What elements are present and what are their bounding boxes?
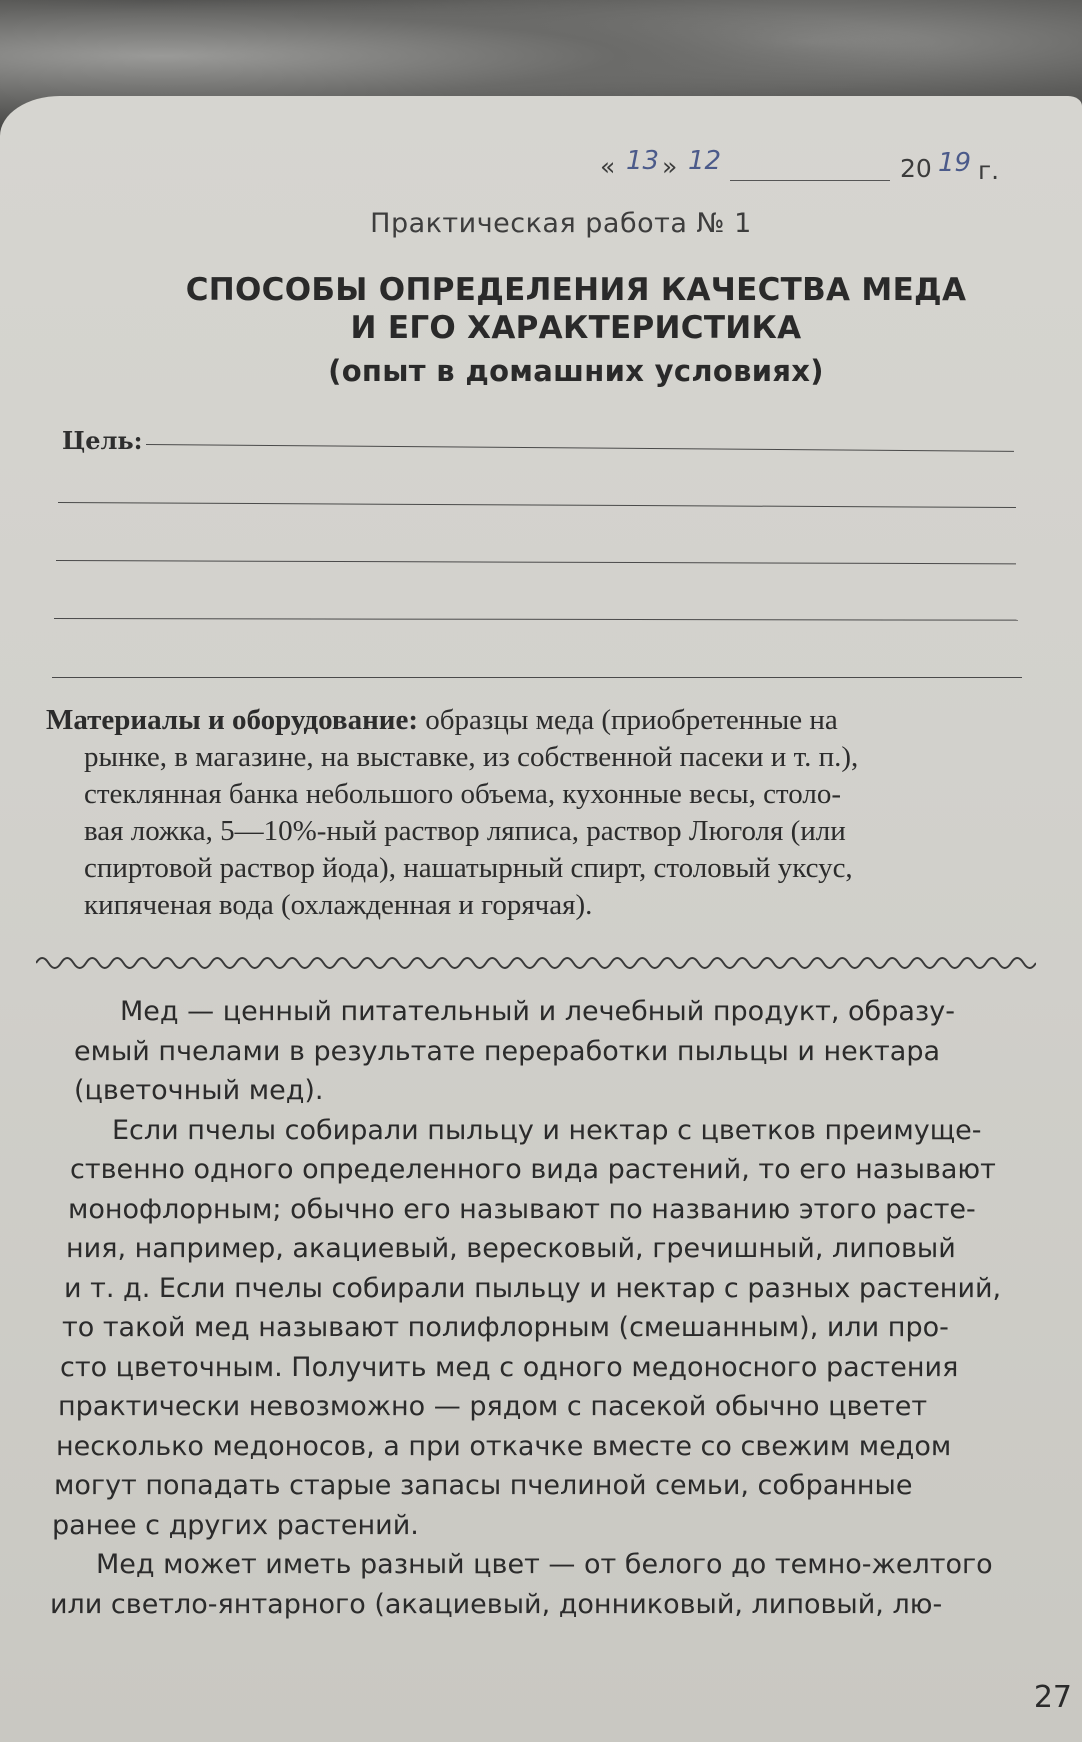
body-line: могут попадать старые запасы пчелиной семьи, собранные: [54, 1470, 913, 1501]
body-line: Если пчелы собирали пыльцу и нектар с цветков преимуще-: [112, 1114, 982, 1146]
date-year-handwritten: 19: [938, 148, 972, 178]
materials-line: кипяченая вода (охлажденная и горячая).: [84, 889, 593, 921]
materials-line: рынке, в магазине, на выставке, из собственной пасеки и т. п.),: [84, 741, 859, 773]
body-line: Мед — ценный питательный и лечебный продукт, образу-: [120, 996, 955, 1027]
date-year-prefix: 20: [900, 154, 932, 183]
body-line: емый пчелами в результате переработки пыльцы и нектара: [74, 1035, 941, 1067]
goal-line-5: [52, 677, 1022, 678]
date-day-handwritten: 13: [626, 146, 660, 176]
title-line-3: (опыт в домашних условиях): [328, 354, 824, 388]
page-number: 27: [1033, 1680, 1072, 1715]
date-close-quote: »: [662, 152, 678, 181]
body-line: монофлорным; обычно его называют по названию этого расте-: [68, 1193, 976, 1225]
practical-work-subtitle: Практическая работа № 1: [370, 208, 752, 239]
date-field: [600, 146, 1010, 190]
body-line: (цветочный мед).: [74, 1075, 324, 1106]
date-year-unit: г.: [978, 156, 1000, 185]
title-line-1: СПОСОБЫ ОПРЕДЕЛЕНИЯ КАЧЕСТВА МЕДА: [185, 272, 967, 308]
materials-line-text: образцы меда (приобретенные на: [418, 704, 838, 736]
date-underline: [730, 180, 890, 181]
body-line: и т. д. Если пчелы собирали пыльцу и нектар с разных растений,: [64, 1272, 1002, 1304]
wavy-divider: [36, 948, 1036, 978]
body-line: или светло-янтарного (акациевый, донниковый, липовый, лю-: [50, 1588, 943, 1620]
date-open-quote: «: [600, 152, 616, 181]
body-line: то такой мед называют полифлорным (смешанным), или про-: [62, 1312, 949, 1343]
body-line: ранее с других растений.: [52, 1509, 419, 1541]
body-line: сто цветочным. Получить мед с одного медоносного растения: [60, 1351, 959, 1383]
body-line: практически невозможно — рядом с пасекой обычно цветет: [58, 1391, 928, 1422]
body-line: ственно одного определенного вида растений, то его называют: [70, 1154, 996, 1185]
honey-description-text: [50, 992, 1040, 1624]
materials-paragraph: [46, 702, 1032, 924]
materials-line: спиртовой раствор йода), нашатырный спирт, столовый уксус,: [84, 852, 853, 884]
materials-lead: Материалы и оборудование:: [46, 704, 419, 736]
title-line-2: И ЕГО ХАРАКТЕРИСТИКА: [350, 310, 802, 346]
materials-line: вая ложка, 5—10%-ный раствор ляписа, раствор Люголя (или: [84, 815, 846, 847]
body-line: Мед может иметь разный цвет — от белого до темно-желтого: [96, 1549, 993, 1580]
materials-line: [46, 702, 1032, 739]
date-month-handwritten: 12: [688, 146, 722, 176]
goal-label: Цель:: [62, 426, 143, 455]
body-line: несколько медоносов, а при откачке вместе со свежим медом: [56, 1430, 952, 1462]
body-line: ния, например, акациевый, вересковый, гречишный, липовый: [66, 1233, 956, 1264]
materials-line: стеклянная банка небольшого объема, кухонные весы, столо-: [84, 778, 841, 810]
